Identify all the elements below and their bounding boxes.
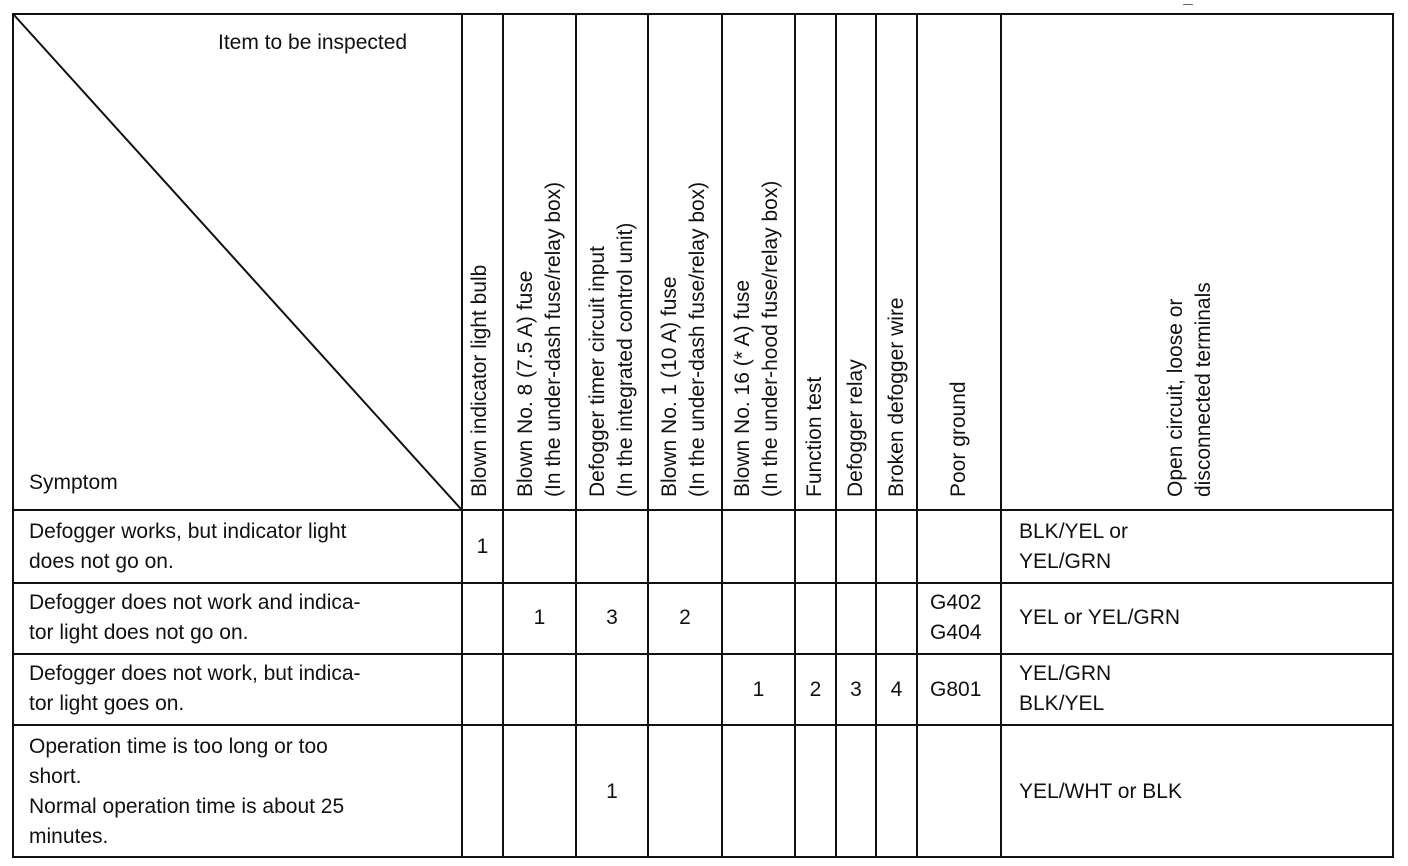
symptom-cell: Defogger works, but indicator light does not go on. (29, 520, 347, 573)
item-to-be-inspected-label: Item to be inspected (218, 31, 408, 54)
troubleshooting-table: Item to be inspected Symptom Blown indicator light bulb Blown No. 8 (7.5 A) fuse (In the under-dash fuse/relay box) Defogger timer circuit input (In the integrated control unit) Blown No. 1 (10 A) fuse (In the under-dash fuse/relay box) Blown No. 16 (* A) fuse (In the under-hood fuse/relay box) Function test Defogger relay Broken defogger wire Poor ground Open circuit, loose or disconnected terminals Defogger works, but indicator light does not go on. 1 BLK/YEL or YEL/GRN Defogger does not work and indica- tor light does not go on. 1 3 2 G402 G404 YEL or YEL/GRN Defogger does not work, but indica- tor light goes on. 1 2 3 4 G801 YEL/GRN BLK/YEL Operation time is too long or too short. Normal operation time is about 25 minutes. 1 YEL/WHT or BLK (0, 0, 1408, 866)
terminals-cell: YEL or YEL/GRN (1019, 606, 1181, 629)
symptom-cell: Defogger does not work, but indica- tor light goes on. (29, 662, 361, 715)
check-order-cell: 3 (606, 606, 618, 629)
check-order-cell: 4 (890, 678, 903, 701)
symptom-label: Symptom (29, 471, 118, 494)
terminals-cell: YEL/GRN BLK/YEL (1019, 662, 1112, 715)
terminals-cell: YEL/WHT or BLK (1019, 780, 1182, 803)
symptom-cell: Defogger does not work and indica- tor light does not go on. (29, 591, 361, 644)
ground-cell: G402 G404 (930, 591, 982, 644)
check-order-cell: 2 (679, 606, 691, 629)
check-order-cell: 3 (850, 678, 862, 701)
ground-cell: G801 (930, 678, 982, 701)
check-order-cell: 1 (752, 678, 765, 701)
check-order-cell: 1 (476, 535, 489, 558)
symptom-cell: Operation time is too long or too short. Normal operation time is about 25 minutes. (29, 735, 345, 848)
check-order-cell: 1 (533, 606, 546, 629)
check-order-cell: 2 (809, 678, 822, 701)
terminals-cell: BLK/YEL or YEL/GRN (1019, 520, 1128, 573)
check-order-cell: 1 (606, 780, 618, 803)
